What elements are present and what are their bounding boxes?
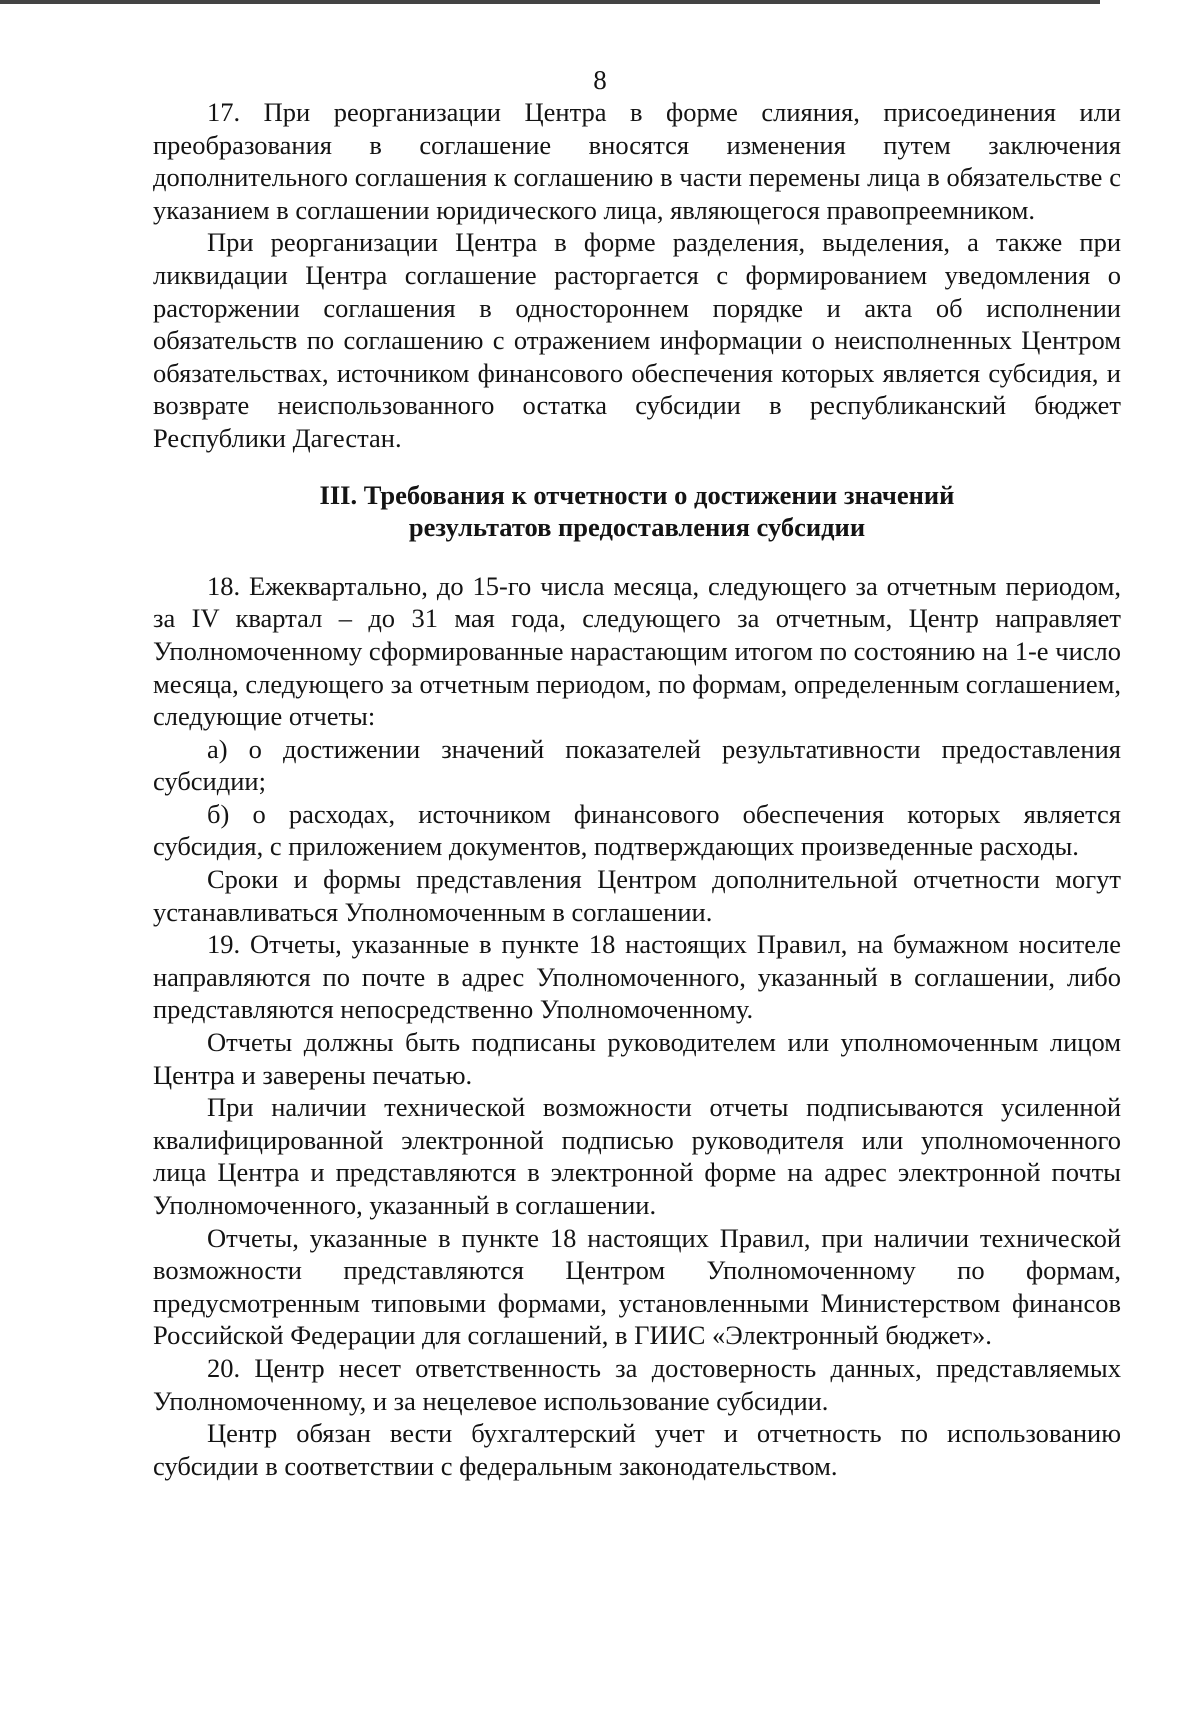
- paragraph-19-electronic: При наличии технической возможности отчеты подписываются усиленной квалифицированной электронной подписью руководителя или уполномоченного лица Центра и представляются в электронной форме на адрес электронной почты Уполномоченного, указанный в соглашении.: [153, 1092, 1121, 1220]
- paragraph-19: 19. Отчеты, указанные в пункте 18 настоящих Правил, на бумажном носителе направляются по почте в адрес Уполномоченного, указанный в соглашении, либо представляются непосредственно Уполномоченному.: [153, 929, 1121, 1025]
- paragraph-20-accounting: Центр обязан вести бухгалтерский учет и отчетность по использованию субсидии в соответствии с федеральным законодательством.: [153, 1418, 1121, 1481]
- section-heading-line-2: результатов предоставления субсидии: [408, 512, 866, 543]
- paragraph-17-reorganization: При реорганизации Центра в форме разделения, выделения, а также при ликвидации Центра соглашение расторгается с формированием уведомления о расторжении соглашения в одностороннем порядке и акта об исполнении обязательств по соглашению с отражением информации о неисполненных Центром обязательствах, источником финансового обеспечения которых является субсидия, и возврате неиспользованного остатка субсидии в республиканский бюджет Республики Дагестан.: [153, 227, 1121, 453]
- section-heading: [153, 479, 1121, 544]
- page-number: 8: [593, 65, 607, 95]
- paragraph-18-item-a: а) о достижении значений показателей результативности предоставления субсидии;: [153, 733, 1121, 797]
- document-body: [153, 96, 1121, 1482]
- paragraph-19-giis: Отчеты, указанные в пункте 18 настоящих Правил, при наличии технической возможности представляются Центром Уполномоченному по формам, предусмотренным типовыми формами, установленными Министерством финансов Российской Федерации для соглашений, в ГИИС «Электронный бюджет».: [153, 1222, 1121, 1351]
- scan-edge: [0, 0, 1200, 4]
- paragraph-19-signature: Отчеты должны быть подписаны руководителем или уполномоченным лицом Центра и заверены печатью.: [153, 1027, 1121, 1090]
- section-heading-line-1: III. Требования к отчетности о достижении значений: [319, 479, 955, 510]
- paragraph-18-terms: Сроки и формы представления Центром дополнительной отчетности могут устанавливаться Уполномоченным в соглашении.: [153, 864, 1121, 927]
- paragraph-20: 20. Центр несет ответственность за достоверность данных, представляемых Уполномоченному, и за нецелевое использование субсидии.: [153, 1352, 1121, 1416]
- paragraph-17: 17. При реорганизации Центра в форме слияния, присоединения или преобразования в соглашение вносятся изменения путем заключения дополнительного соглашения к соглашению в части перемены лица в обязательстве с указанием в соглашении юридического лица, являющегося правопреемником.: [153, 97, 1121, 225]
- paragraph-18: 18. Ежеквартально, до 15-го числа месяца, следующего за отчетным периодом, за IV квартал – до 31 мая года, следующего за отчетным, Центр направляет Уполномоченному сформированные нарастающим итогом по состоянию на 1-е число месяца, следующего за отчетным периодом, по формам, определенным соглашением, следующие отчеты:: [153, 570, 1121, 732]
- paragraph-18-item-b: б) о расходах, источником финансового обеспечения которых является субсидия, с приложением документов, подтверждающих произведенные расходы.: [153, 798, 1121, 862]
